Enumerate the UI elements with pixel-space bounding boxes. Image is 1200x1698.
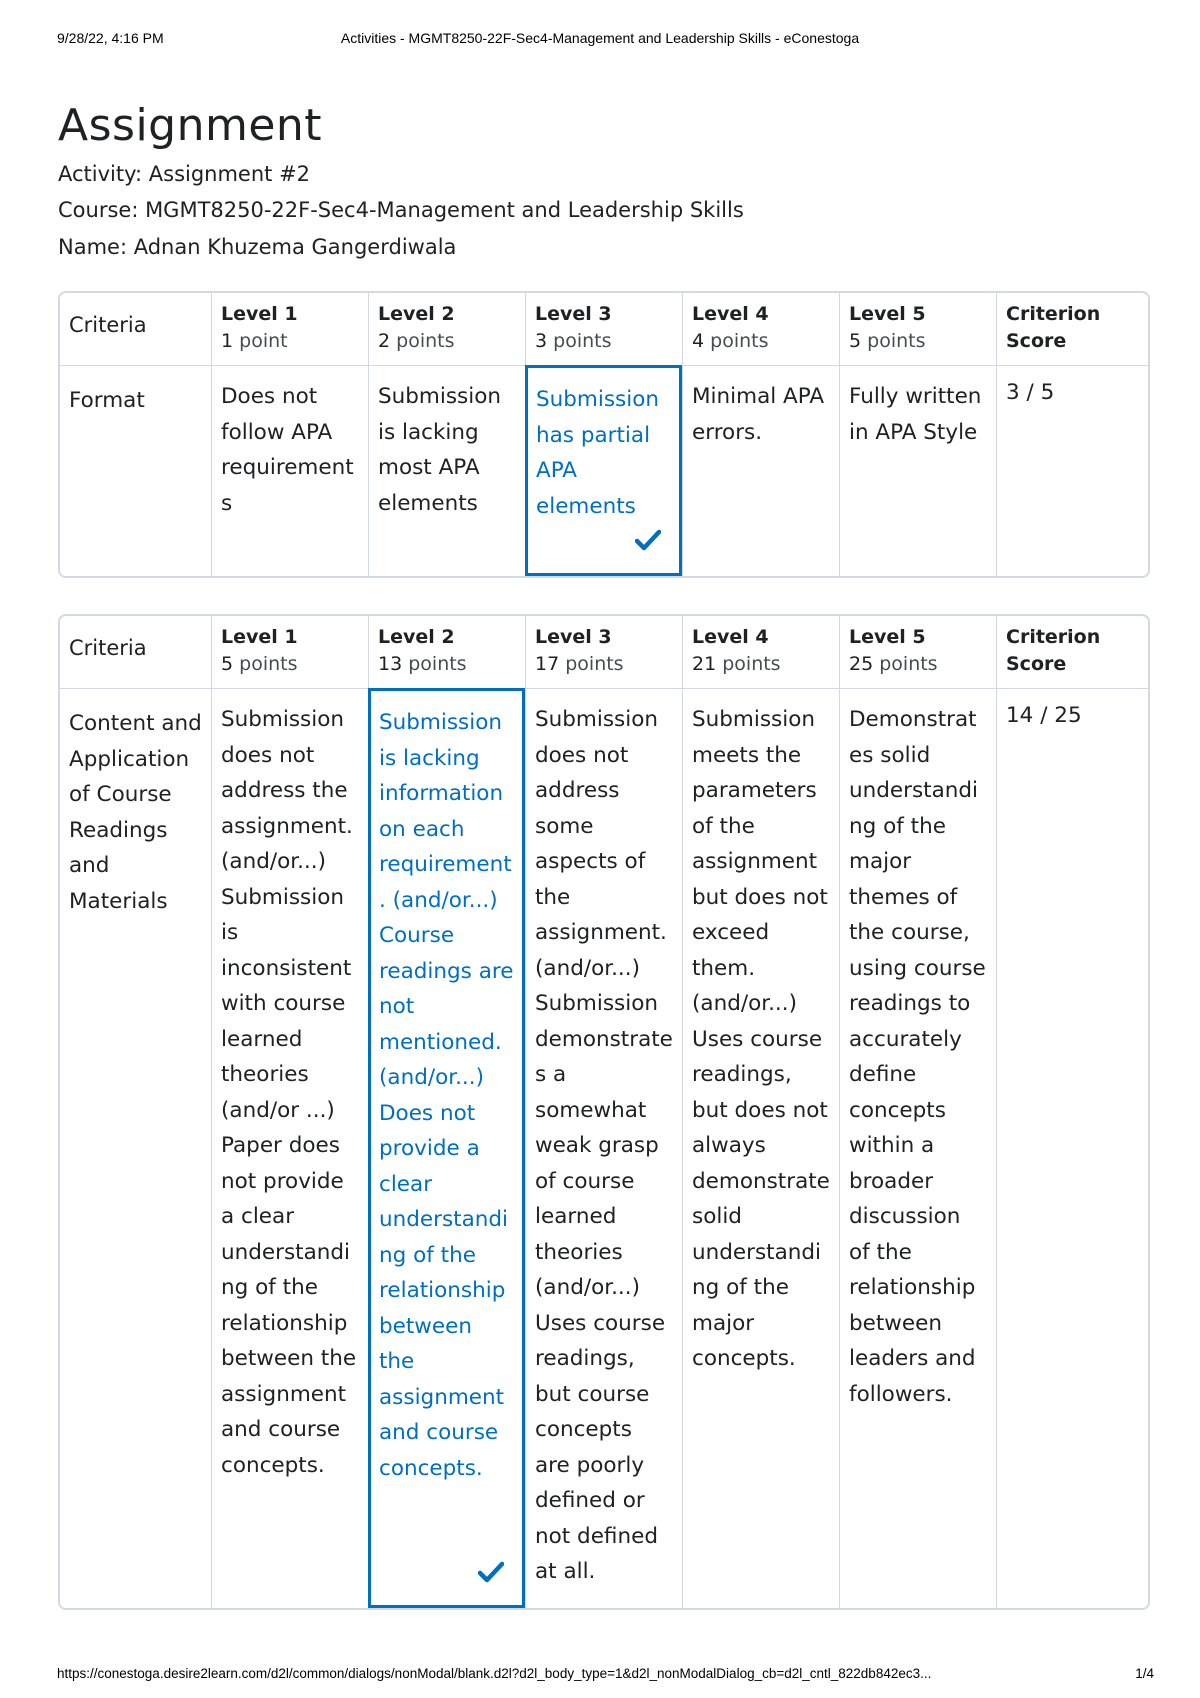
rubric-criterion-row xyxy=(60,688,1148,1608)
criteria-header: Criteria xyxy=(69,636,147,660)
level-header xyxy=(211,293,368,365)
level-points: 2 points xyxy=(378,330,455,352)
rubric-table-format xyxy=(58,291,1150,578)
level-header xyxy=(368,616,525,688)
level-header xyxy=(368,293,525,365)
criterion-name: Content and Application of Course Readings and Materials xyxy=(69,711,202,914)
level-name: Level 4 xyxy=(692,303,769,325)
level-name: Level 3 xyxy=(535,626,612,648)
page-number: 1/4 xyxy=(1135,1666,1154,1681)
level-points: 5 points xyxy=(849,330,926,352)
level-name: Level 5 xyxy=(849,626,926,648)
checkmark-icon xyxy=(635,529,661,551)
level-points: 1 point xyxy=(221,330,288,352)
student-name-label: Name: Adnan Khuzema Gangerdiwala xyxy=(58,235,457,259)
rubric-table-content xyxy=(58,614,1150,1610)
criterion-score-header-label: Criterion Score xyxy=(1006,626,1101,675)
course-label: Course: MGMT8250-22F-Sec4-Management and Leadership Skills xyxy=(58,198,744,222)
level-description: Submission does not address some aspects of the assignment. (and/or...) Submission demonstrates a somewhat weak grasp of course learned theories (and/or...) Uses course readings, but course concepts are poorly defined or not defined at all. xyxy=(525,688,682,1608)
rubric-header-row xyxy=(60,293,1148,366)
level-name: Level 1 xyxy=(221,303,298,325)
level-points: 5 points xyxy=(221,653,298,675)
level-name: Level 3 xyxy=(535,303,612,325)
level-header xyxy=(682,293,839,365)
activity-label: Activity: Assignment #2 xyxy=(58,162,311,186)
level-description: Does not follow APA requirements xyxy=(211,365,368,576)
criterion-name: Format xyxy=(69,388,145,413)
selected-description-text: Submission has partial APA elements xyxy=(536,387,659,519)
level-points: 17 points xyxy=(535,653,624,675)
print-url: https://conestoga.desire2learn.com/d2l/common/dialogs/nonModal/blank.d2l?d2l_body_type=1&d2l_nonModalDialog_cb=d2l_cntl_822db842ec3... xyxy=(57,1666,932,1681)
level-header xyxy=(839,616,996,688)
level-description: Demonstrates solid understanding of the major themes of the course, using course readings to accurately define concepts within a broader discussion of the relationship between leaders and followers. xyxy=(839,688,996,1608)
level-name: Level 4 xyxy=(692,626,769,648)
level-description: Minimal APA errors. xyxy=(682,365,839,576)
criterion-score-header xyxy=(996,616,1148,688)
level-description: Fully written in APA Style xyxy=(839,365,996,576)
selected-description-text: Submission is lacking information on each requirement. (and/or...) Course readings are not mentioned. (and/or...) Does not provide a clear understanding of the relationship between the assignment and course concepts. xyxy=(379,710,514,1481)
level-header xyxy=(682,616,839,688)
level-header xyxy=(211,616,368,688)
level-description: Submission meets the parameters of the assignment but does not exceed them. (and/or...) Uses course readings, but does not always demonstrate solid understanding of the major concepts. xyxy=(682,688,839,1608)
print-footer xyxy=(0,1666,1200,1686)
level-header xyxy=(525,616,682,688)
level-points: 25 points xyxy=(849,653,938,675)
level-name: Level 5 xyxy=(849,303,926,325)
level-points: 13 points xyxy=(378,653,467,675)
level-description: Submission is lacking most APA elements xyxy=(368,365,525,576)
rubric-criterion-row xyxy=(60,365,1148,576)
print-document-title: Activities - MGMT8250-22F-Sec4-Management and Leadership Skills - eConestoga xyxy=(340,30,860,46)
level-points: 21 points xyxy=(692,653,781,675)
level-description: Submission does not address the assignment. (and/or...) Submission is inconsistent with course learned theories (and/or ...) Paper does not provide a clear understanding of the relationship between the assignment and course concepts. xyxy=(211,688,368,1608)
criterion-score: 3 / 5 xyxy=(996,365,1148,576)
criterion-score-header-label: Criterion Score xyxy=(1006,303,1101,352)
print-header xyxy=(0,30,1200,50)
checkmark-icon xyxy=(478,1561,504,1583)
level-header xyxy=(525,293,682,365)
page-title: Assignment xyxy=(58,100,323,151)
level-name: Level 1 xyxy=(221,626,298,648)
rubric-header-row xyxy=(60,616,1148,689)
level-name: Level 2 xyxy=(378,303,455,325)
level-name: Level 2 xyxy=(378,626,455,648)
print-timestamp: 9/28/22, 4:16 PM xyxy=(57,30,164,46)
criterion-score-header xyxy=(996,293,1148,365)
criteria-header: Criteria xyxy=(69,313,147,337)
level-header xyxy=(839,293,996,365)
criterion-score: 14 / 25 xyxy=(996,688,1148,1608)
level-description-selected xyxy=(525,365,682,576)
level-description-selected xyxy=(368,688,525,1608)
level-points: 4 points xyxy=(692,330,769,352)
level-points: 3 points xyxy=(535,330,612,352)
